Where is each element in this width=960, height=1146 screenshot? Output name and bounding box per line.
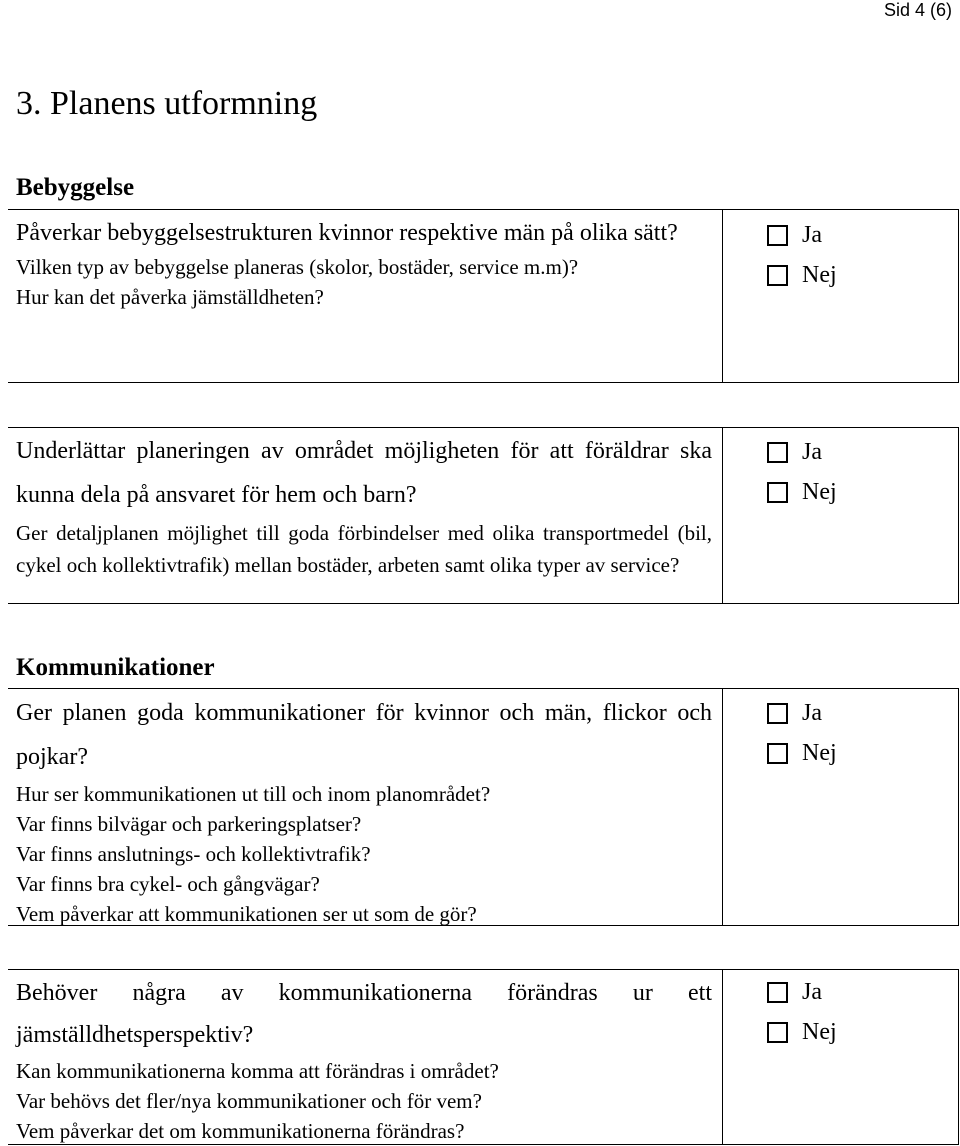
question-sub: Hur ser kommunikationen ut till och inom planområdet? xyxy=(16,782,491,806)
question-main: Behöver några av kommunikationerna förändras ur ett jämställdhetsperspektiv? xyxy=(16,980,712,1048)
option-ja[interactable] xyxy=(767,693,958,733)
option-ja[interactable] xyxy=(767,432,958,472)
question-sub: Ger detaljplanen möjlighet till goda förbindelser med olika transportmedel (bil, cykel och kollektivtrafik) mellan bostäder, arbeten samt olika typer av service? xyxy=(16,521,712,577)
page-number: Sid 4 (6) xyxy=(883,0,952,20)
option-label: Nej xyxy=(802,739,837,766)
option-nej[interactable] xyxy=(767,733,958,773)
option-nej[interactable] xyxy=(767,255,958,295)
checkbox[interactable] xyxy=(767,482,788,503)
option-label: Ja xyxy=(802,221,822,248)
question-cell xyxy=(8,210,723,383)
checkbox[interactable] xyxy=(767,265,788,286)
question-sub: Hur kan det påverka jämställdheten? xyxy=(16,285,324,309)
question-block-bebyggelse-1 xyxy=(8,209,959,383)
question-cell xyxy=(8,689,723,926)
question-block-kommunikationer-1 xyxy=(8,688,959,926)
question-sub: Var finns anslutnings- och kollektivtrafik? xyxy=(16,842,371,866)
question-sub: Var finns bilvägar och parkeringsplatser? xyxy=(16,812,362,836)
question-cell xyxy=(8,970,723,1145)
heading-kommunikationer: Kommunikationer xyxy=(16,654,215,681)
question-block-bebyggelse-2 xyxy=(8,427,959,604)
option-nej[interactable] xyxy=(767,1012,958,1052)
option-label: Ja xyxy=(802,699,822,726)
question-sub: Var finns bra cykel- och gångvägar? xyxy=(16,872,320,896)
answer-cell xyxy=(723,689,959,926)
option-ja[interactable] xyxy=(767,215,958,255)
question-sub: Vilken typ av bebyggelse planeras (skolor, bostäder, service m.m)? xyxy=(16,255,579,279)
question-sub: Kan kommunikationerna komma att förändras i området? xyxy=(16,1059,499,1083)
checkbox[interactable] xyxy=(767,225,788,246)
checkbox[interactable] xyxy=(767,982,788,1003)
answer-cell xyxy=(723,970,959,1145)
checkbox[interactable] xyxy=(767,703,788,724)
option-label: Ja xyxy=(802,978,822,1005)
question-block-kommunikationer-2 xyxy=(8,969,959,1145)
answer-cell xyxy=(723,210,959,383)
question-sub: Vem påverkar att kommunikationen ser ut som de gör? xyxy=(16,902,477,926)
question-sub: Vem påverkar det om kommunikationerna förändras? xyxy=(16,1119,465,1143)
option-nej[interactable] xyxy=(767,472,958,512)
option-label: Nej xyxy=(802,261,837,288)
option-label: Ja xyxy=(802,438,822,465)
option-label: Nej xyxy=(802,478,837,505)
option-ja[interactable] xyxy=(767,972,958,1012)
option-label: Nej xyxy=(802,1018,837,1045)
answer-cell xyxy=(723,428,959,604)
heading-bebyggelse: Bebyggelse xyxy=(16,174,135,201)
section-title: 3. Planens utformning xyxy=(16,85,318,122)
question-sub: Var behövs det fler/nya kommunikationer och för vem? xyxy=(16,1089,482,1113)
checkbox[interactable] xyxy=(767,743,788,764)
question-main: Ger planen goda kommunikationer för kvinnor och män, flickor och pojkar? xyxy=(16,700,712,770)
question-main: Underlättar planeringen av området möjligheten för att föräldrar ska kunna dela på ansvaret för hem och barn? xyxy=(16,438,712,508)
checkbox[interactable] xyxy=(767,442,788,463)
checkbox[interactable] xyxy=(767,1022,788,1043)
question-cell xyxy=(8,428,723,604)
question-main: Påverkar bebyggelsestrukturen kvinnor respektive män på olika sätt? xyxy=(16,220,678,246)
